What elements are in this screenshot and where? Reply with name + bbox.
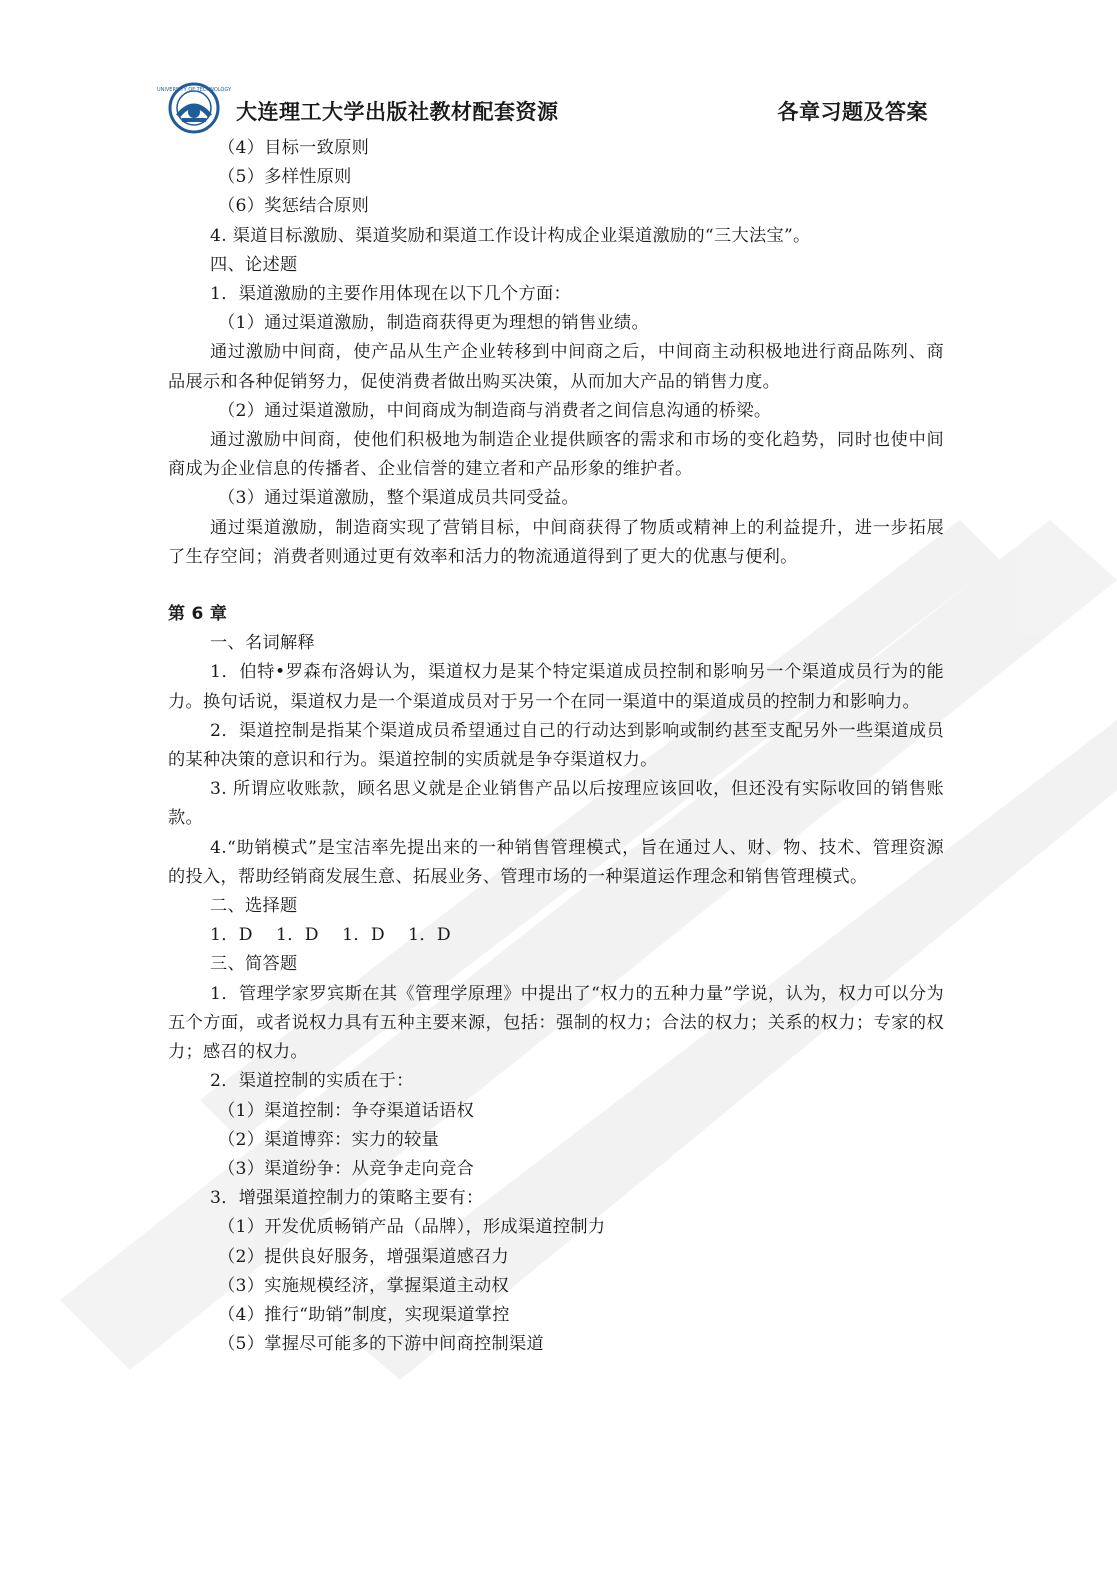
chapter-heading: 第 6 章 <box>168 604 228 625</box>
paragraph: 1．渠道激励的主要作用体现在以下几个方面： <box>210 284 571 305</box>
list-item: （5）多样性原则 <box>218 167 352 188</box>
list-item: （3）实施规模经济，掌握渠道主动权 <box>218 1275 510 1296</box>
logo-text: UNIVERSITY OF TECHNOLOGY <box>156 87 232 93</box>
list-item: （1）开发优质畅销产品（品牌），形成渠道控制力 <box>218 1217 606 1238</box>
section-title: 各章习题及答案 <box>777 100 928 124</box>
list-item: （6）奖惩结合原则 <box>218 196 370 217</box>
university-logo-icon <box>156 82 232 134</box>
paragraph: 3．增强渠道控制力的策略主要有： <box>210 1188 484 1209</box>
list-item: （2）通过渠道激励，中间商成为制造商与消费者之间信息沟通的桥梁。 <box>218 400 772 421</box>
list-item: （5）掌握尽可能多的下游中间商控制渠道 <box>218 1334 545 1355</box>
answer-line: 1．D 1．D 1．D 1．D <box>210 925 451 946</box>
paragraph: 4.“助销模式”是宝洁率先提出来的一种销售管理模式，旨在通过人、财、物、技术、管理资源的投入，帮助经销商发展生意、拓展业务、管理市场的一种渠道运作理念和销售管理模式。 <box>168 837 944 887</box>
paragraph: 3. 所谓应收账款，顾名思义就是企业销售产品以后按理应该回收，但还没有实际收回的销售账款。 <box>168 779 944 829</box>
page-header <box>156 82 948 134</box>
section-heading: 三、简答题 <box>210 954 298 975</box>
document-body <box>168 134 944 1359</box>
list-item: （3）通过渠道激励，整个渠道成员共同受益。 <box>218 488 579 509</box>
paragraph: 2．渠道控制的实质在于： <box>210 1071 414 1092</box>
paragraph: 通过渠道激励，制造商实现了营销目标，中间商获得了物质或精神上的利益提升，进一步拓展了生存空间；消费者则通过更有效率和活力的物流通道得到了更大的优惠与便利。 <box>168 517 944 567</box>
section-heading: 四、论述题 <box>210 254 298 275</box>
list-item: （1）渠道控制：争夺渠道话语权 <box>218 1100 475 1121</box>
section-heading: 二、选择题 <box>210 896 298 917</box>
paragraph: 1．伯特•罗森布洛姆认为，渠道权力是某个特定渠道成员控制和影响另一个渠道成员行为的能力。换句话说，渠道权力是一个渠道成员对于另一个在同一渠道中的渠道成员的控制力和影响力。 <box>168 662 944 712</box>
list-item: （2）渠道博弈：实力的较量 <box>218 1129 440 1150</box>
publisher-title: 大连理工大学出版社教材配套资源 <box>236 100 559 124</box>
paragraph: 2．渠道控制是指某个渠道成员希望通过自己的行动达到影响或制约甚至支配另外一些渠道成员的某种决策的意识和行为。渠道控制的实质就是争夺渠道权力。 <box>168 720 944 771</box>
list-item: （4）推行“助销”制度，实现渠道掌控 <box>218 1304 510 1325</box>
paragraph: 通过激励中间商，使他们积极地为制造企业提供顾客的需求和市场的变化趋势，同时也使中间商成为企业信息的传播者、企业信誉的建立者和产品形象的维护者。 <box>168 430 944 480</box>
section-heading: 一、名词解释 <box>210 633 315 654</box>
paragraph: 4. 渠道目标激励、渠道奖励和渠道工作设计构成企业渠道激励的“三大法宝”。 <box>210 225 811 246</box>
list-item: （1）通过渠道激励，制造商获得更为理想的销售业绩。 <box>218 313 649 334</box>
paragraph: 1．管理学家罗宾斯在其《管理学原理》中提出了“权力的五种力量”学说，认为，权力可以分为五个方面，或者说权力具有五种主要来源，包括：强制的权力；合法的权力；关系的权力；专家的权力；感召的权力。 <box>168 983 944 1063</box>
list-item: （2）提供良好服务，增强渠道感召力 <box>218 1246 510 1267</box>
paragraph: 通过激励中间商，使产品从生产企业转移到中间商之后，中间商主动积极地进行商品陈列、商品展示和各种促销努力，促使消费者做出购买决策，从而加大产品的销售力度。 <box>168 342 944 392</box>
list-item: （3）渠道纷争：从竞争走向竞合 <box>218 1158 475 1179</box>
list-item: （4）目标一致原则 <box>218 138 370 158</box>
